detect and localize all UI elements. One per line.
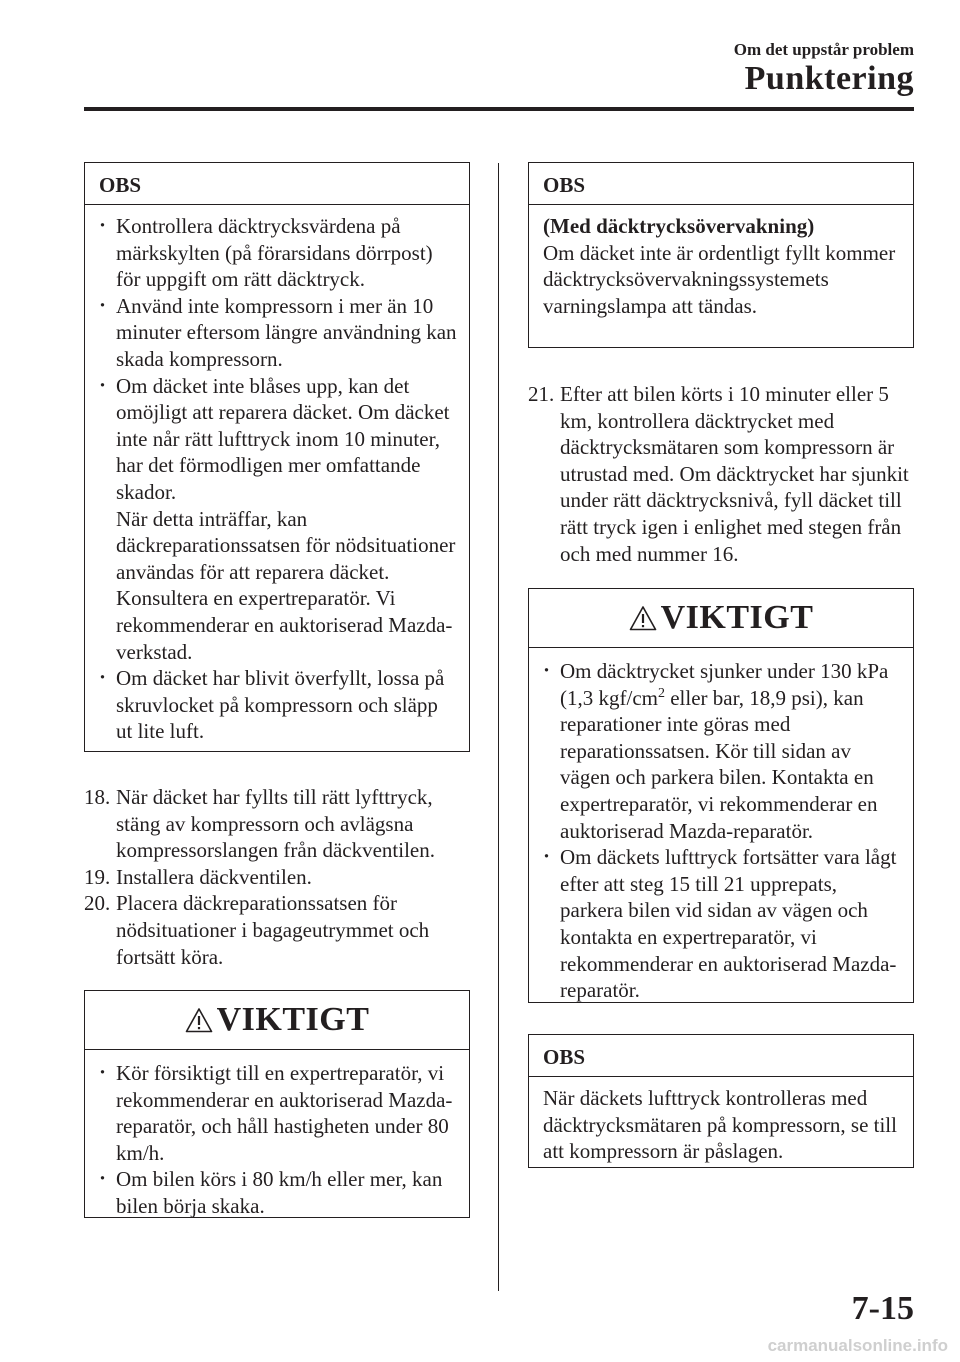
step-list-right — [528, 381, 914, 567]
obs-text: När däckets lufttryck kontrolleras med däcktrycksmätaren på kompressorn, se till att kompressorn är påslagen. — [543, 1086, 897, 1164]
list-item: · Om däcket har blivit överfyllt, lossa på skruvlocket på kompressorn och släpp ut lite luft. — [99, 665, 457, 745]
obs-text: Om däcket inte är ordentligt fyllt kommer däcktrycksövervakningssystemets varningslampa att tändas. — [543, 240, 896, 318]
step-item: 19. Installera däckventilen. — [84, 864, 312, 889]
warning-box-pressure — [528, 588, 914, 1003]
page-number: 7-15 — [851, 1290, 914, 1327]
page-title: Punktering — [744, 60, 914, 97]
obs-continuation: När detta inträffar, kan däckreparationssatsen för nödsituationer användas för att reparera däcket. Konsultera en expertreparatör. Vi rekommenderar en auktoriserad Mazda-verkstad. — [116, 506, 456, 664]
list-item: · Kontrollera däcktrycksvärdena på märkskylten (på förarsidans dörrpost) för uppgift om rätt däcktryck. — [99, 213, 457, 293]
step-item: 18. När däcket har fyllts till rätt lyfttryck, stäng av kompressorn och avlägsna kompressorslangen från däckventilen. — [84, 785, 435, 863]
header-rule — [84, 107, 914, 111]
warning-header — [529, 589, 913, 648]
obs-title: OBS — [529, 163, 913, 205]
step-item: 20. Placera däckreparationssatsen för nödsituationer i bagageutrymmet och fortsätt köra. — [84, 891, 430, 969]
list-item: · Om däcket inte blåses upp, kan det omöjligt att reparera däcket. Om däcket inte når rätt lufttryck inom 10 minuter, har det förmodligen mer omfattande skador. När detta inträffar, kan däckreparationssatsen för nödsituationer användas för att reparera däcket. Konsultera en expertreparatör. Vi rekommenderar en auktoriserad Mazda-verkstad. — [99, 373, 457, 666]
watermark: carmanualsonline.info — [767, 1336, 948, 1355]
list-item: · Använd inte kompressorn i mer än 10 minuter eftersom längre användning kan skada kompressorn. — [99, 293, 457, 373]
warning-header — [85, 991, 469, 1050]
list-item: · Om däcktrycket sjunker under 130 kPa (1,3 kgf/$cm^2$ eller bar, 18,9 psi), kan reparationer inte göras med reparationssatsen. Kör till sidan av vägen och parkera bilen. Kontakta en expertreparatör, vi rekommenderar en auktoriserad Mazda-reparatör. — [543, 658, 901, 844]
obs-heading: (Med däcktrycksövervakning) — [543, 214, 815, 238]
warning-triangle-icon — [185, 1007, 213, 1033]
obs-box-tips — [84, 162, 470, 752]
section-title: Om det uppstår problem — [733, 40, 914, 59]
obs-title: OBS — [85, 163, 469, 205]
obs-title: OBS — [529, 1035, 913, 1077]
obs-box-compressor — [528, 1034, 914, 1168]
list-item: · Kör försiktigt till en expertreparatör, vi rekommenderar en auktoriserad Mazda-reparatör, och håll hastigheten under 80 km/h. — [99, 1060, 457, 1166]
step-list-left — [84, 784, 470, 970]
warning-box-driving — [84, 990, 470, 1218]
list-item: · Om däckets lufttryck fortsätter vara lågt efter att steg 15 till 21 upprepats, parkera bilen vid sidan av vägen och kontakta en expertreparatör, vi rekommenderar en auktoriserad Mazda-reparatör. — [543, 844, 901, 1004]
step-item: 21. Efter att bilen körts i 10 minuter eller 5 km, kontrollera däcktrycket med däcktrycksmätaren som kompressorn är utrustad med. Om däcktrycket har sjunkit under rätt däcktrycksnivå, fyll däcket till rätt tryck igen i enlighet med stegen från och med nummer 16. — [528, 382, 909, 566]
obs-box-monitoring — [528, 162, 914, 348]
column-divider — [498, 163, 499, 1291]
list-item: · Om bilen körs i 80 km/h eller mer, kan bilen börja skaka. — [99, 1166, 457, 1219]
warning-title: VIKTIGT — [660, 599, 814, 636]
warning-title: VIKTIGT — [216, 1001, 370, 1038]
warning-triangle-icon — [629, 605, 657, 631]
